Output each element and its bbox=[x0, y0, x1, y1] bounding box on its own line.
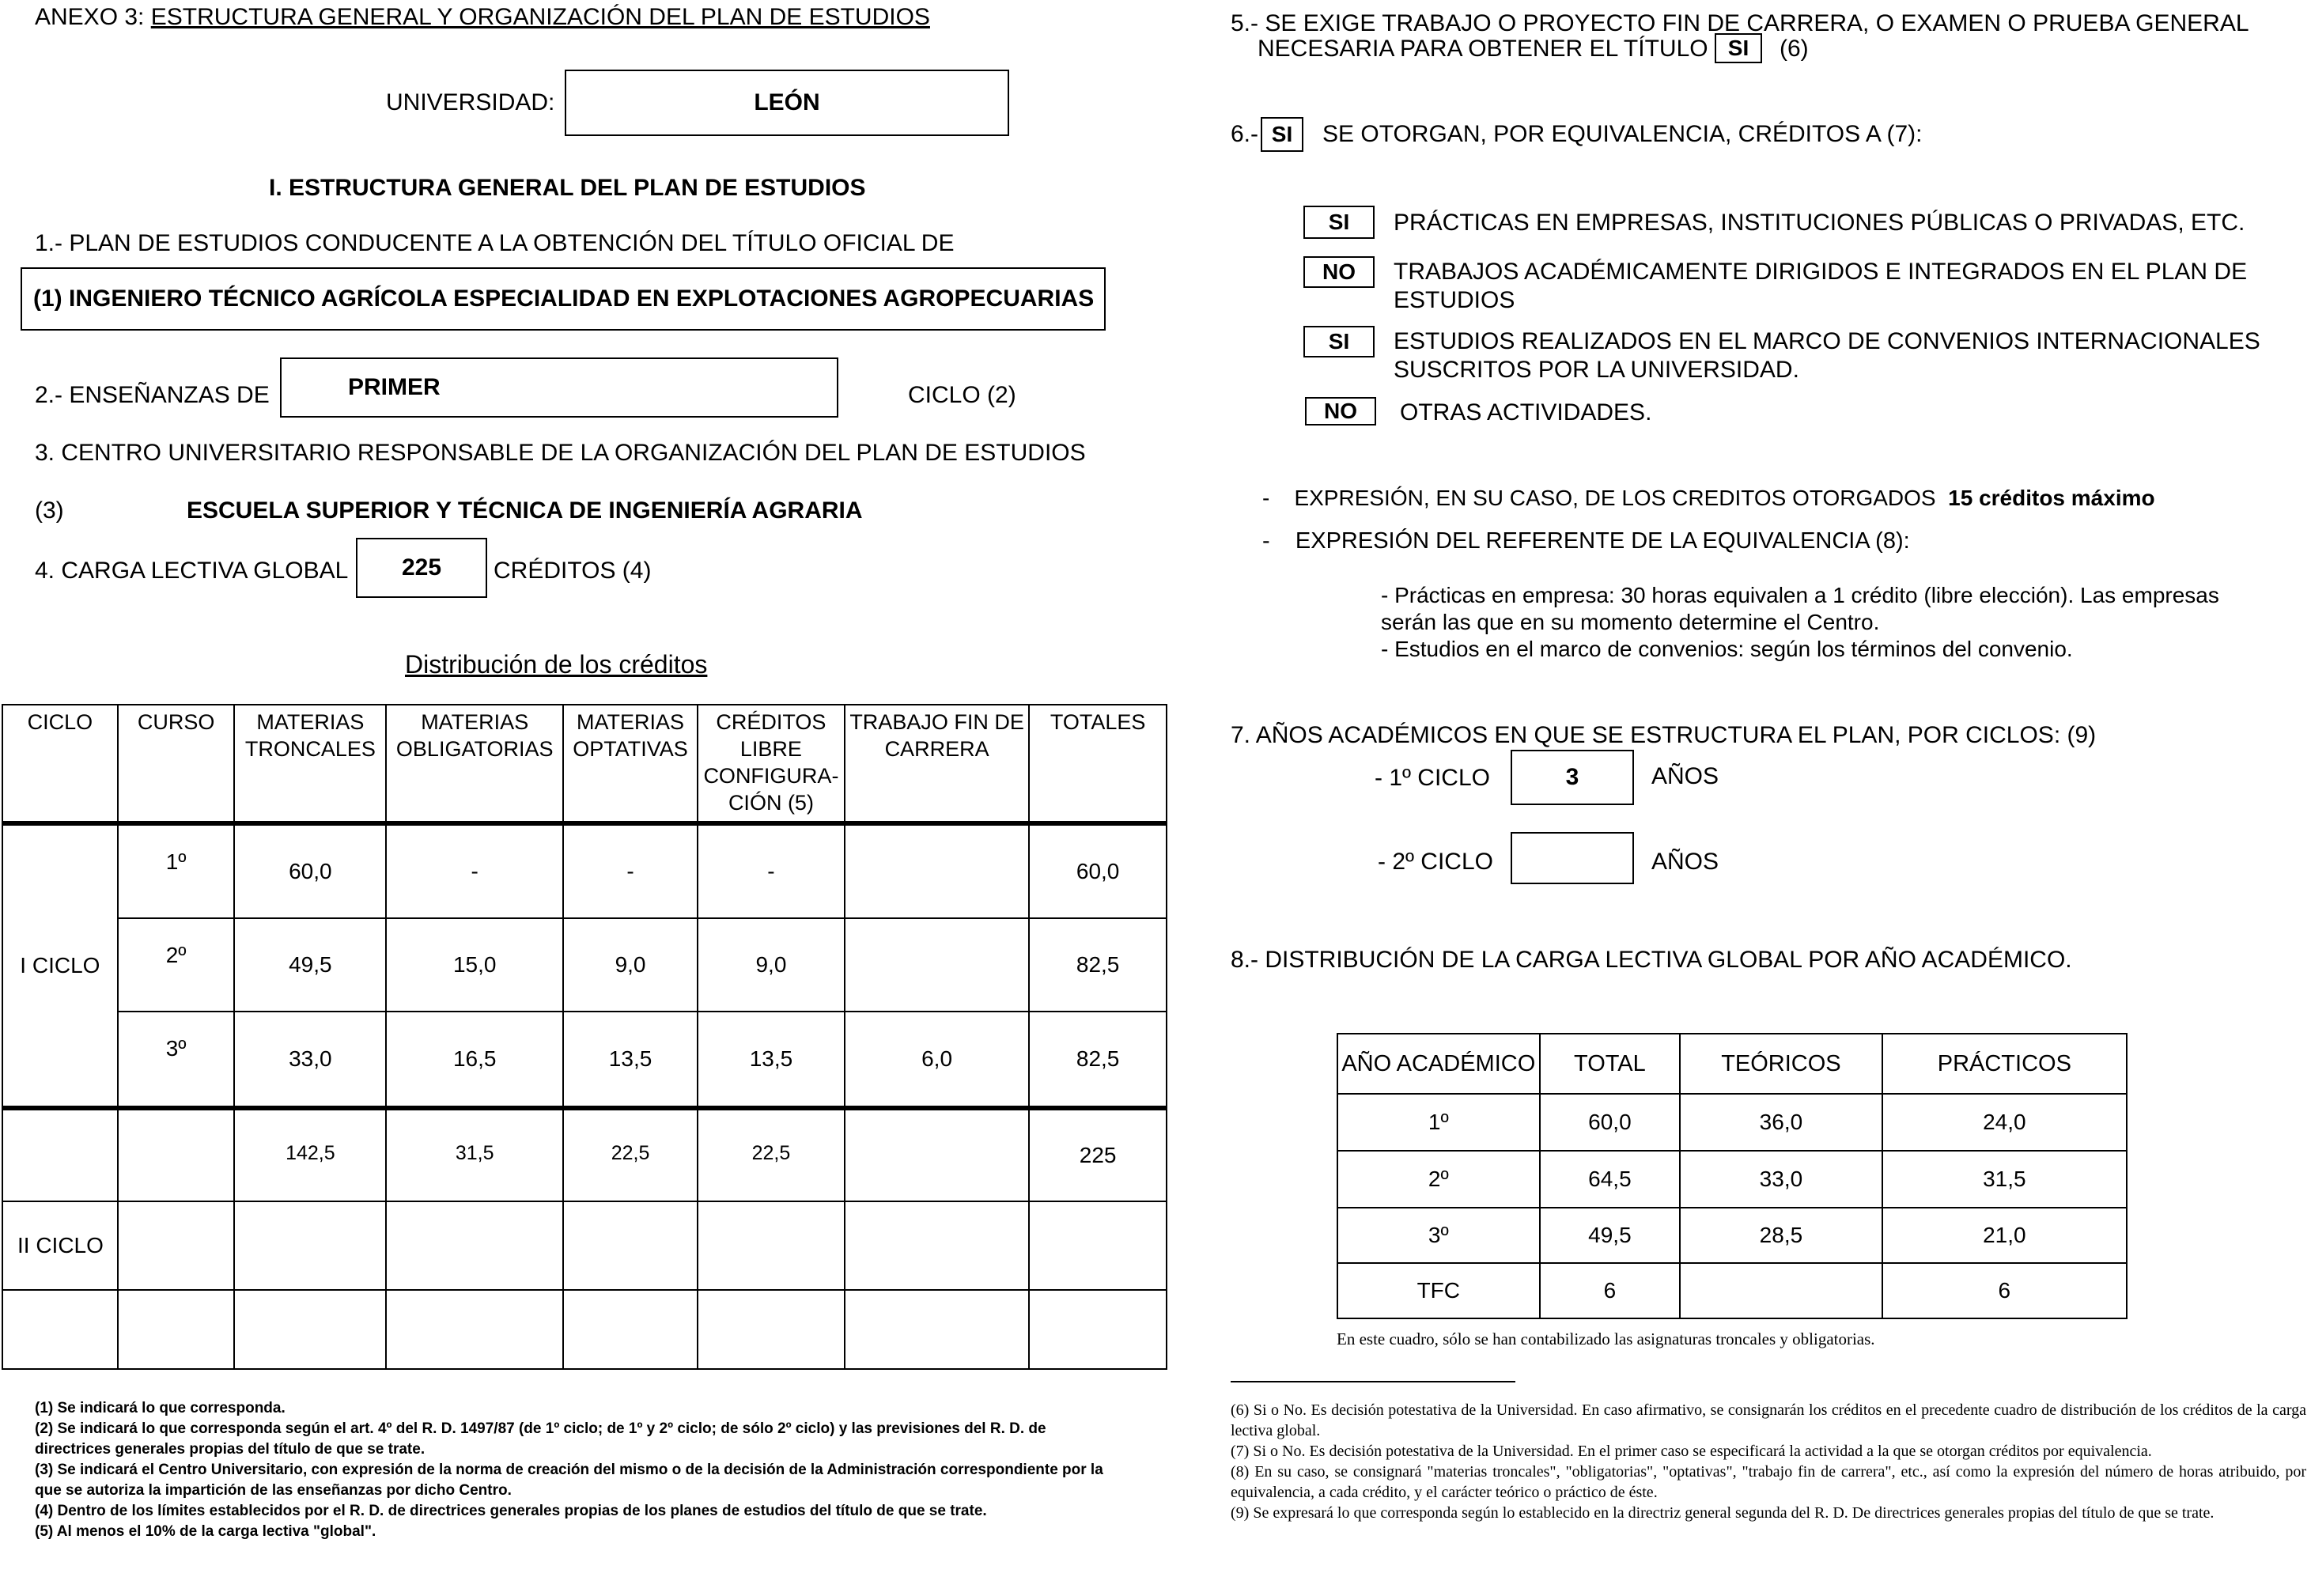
equiv-answer: NO bbox=[1322, 259, 1356, 284]
cell-optativas bbox=[563, 1201, 698, 1290]
cell-obligatorias-total: 31,5 bbox=[386, 1108, 563, 1201]
header-optativas: MATERIAS OPTATIVAS bbox=[563, 705, 698, 823]
footnote: (6) Si o No. Es decisión potestativa de la Universidad. En caso afirmativo, se consignarán los créditos en el precedente cuadro de distribución de los créditos de la carga lectiva global. bbox=[1231, 1401, 2306, 1439]
item6-label: SE OTORGAN, POR EQUIVALENCIA, CRÉDITOS A (7): bbox=[1322, 121, 1923, 147]
header-troncales: MATERIAS TRONCALES bbox=[234, 705, 386, 823]
table-row bbox=[2, 1201, 1167, 1290]
footnote: (7) Si o No. Es decisión potestativa de la Universidad. En el primer caso se especificará la actividad a la que se otorgan créditos por equivalencia. bbox=[1231, 1443, 2152, 1460]
expr2-line: - Prácticas en empresa: 30 horas equivalen a 1 crédito (libre elección). Las empresas bbox=[1381, 583, 2219, 607]
cell-tfc bbox=[845, 918, 1029, 1012]
item5-line2 bbox=[1258, 35, 1708, 63]
equiv-text: ESTUDIOS REALIZADOS EN EL MARCO DE CONVENIOS INTERNACIONALES SUSCRITOS POR LA UNIVERSIDAD. bbox=[1394, 328, 2260, 383]
cell-troncales bbox=[234, 1201, 386, 1290]
cycle-field bbox=[280, 357, 838, 418]
expr2-line: serán las que en su momento determine el Centro. bbox=[1381, 610, 1880, 634]
cell-curso bbox=[118, 1201, 235, 1290]
dist-header-row bbox=[2, 705, 1167, 823]
section-title: I. ESTRUCTURA GENERAL DEL PLAN DE ESTUDIOS bbox=[269, 175, 866, 201]
cell-teoricos: 33,0 bbox=[1680, 1151, 1882, 1208]
item6-prefix: 6.- bbox=[1231, 121, 1259, 147]
item5-answer-box bbox=[1715, 33, 1762, 63]
cell-curso: 2º bbox=[118, 918, 235, 1012]
expr1-value: 15 créditos máximo bbox=[1948, 486, 2155, 510]
header-curso: CURSO bbox=[118, 705, 235, 823]
university-field bbox=[565, 70, 1009, 136]
cell-grand-total: 225 bbox=[1029, 1108, 1167, 1201]
cell-totales: 82,5 bbox=[1029, 918, 1167, 1012]
credits-value: 225 bbox=[401, 554, 442, 581]
bullet: - bbox=[1262, 486, 1295, 510]
footnote: (5) Al menos el 10% de la carga lectiva "global". bbox=[35, 1523, 376, 1540]
item5-answer: SI bbox=[1727, 36, 1749, 60]
item2-suffix: CICLO (2) bbox=[908, 382, 1016, 408]
cell-libre bbox=[698, 1290, 845, 1369]
footnote: (4) Dentro de los límites establecidos por el R. D. de directrices generales propias de los planes de estudios del título de que se trate. bbox=[35, 1503, 987, 1519]
table-note: En este cuadro, sólo se han contabilizado las asignaturas troncales y obligatorias. bbox=[1337, 1329, 1875, 1348]
expr2-line: - Estudios en el marco de convenios: según los términos del convenio. bbox=[1381, 637, 2073, 661]
cell-teoricos bbox=[1680, 1263, 1882, 1318]
item7-label: 7. AÑOS ACADÉMICOS EN QUE SE ESTRUCTURA EL PLAN, POR CICLOS: (9) bbox=[1231, 722, 2097, 748]
cycle1-years-unit: AÑOS bbox=[1651, 763, 1719, 789]
table-row bbox=[2, 918, 1167, 1012]
cell-libre bbox=[698, 1201, 845, 1290]
cell-total: 49,5 bbox=[1540, 1208, 1681, 1263]
cell-practicos: 6 bbox=[1882, 1263, 2127, 1318]
equiv-text: PRÁCTICAS EN EMPRESAS, INSTITUCIONES PÚBLICAS O PRIVADAS, ETC. bbox=[1394, 210, 2245, 236]
cell-tfc: 6,0 bbox=[845, 1012, 1029, 1108]
equiv-answer: SI bbox=[1328, 329, 1350, 354]
cell-troncales bbox=[234, 1290, 386, 1369]
table-row bbox=[2, 1108, 1167, 1201]
left-footnotes bbox=[35, 1398, 1114, 1542]
cell-totales bbox=[1029, 1290, 1167, 1369]
item5-label: NECESARIA PARA OBTENER EL TÍTULO bbox=[1258, 36, 1708, 62]
cell-troncales: 60,0 bbox=[234, 823, 386, 918]
cell-libre: 9,0 bbox=[698, 918, 845, 1012]
cell-year: 3º bbox=[1337, 1208, 1540, 1263]
table-row bbox=[1337, 1263, 2127, 1318]
table-row bbox=[2, 823, 1167, 918]
cell-troncales-total: 142,5 bbox=[234, 1108, 386, 1201]
cell-ciclo bbox=[2, 1290, 118, 1369]
cell-optativas-total: 22,5 bbox=[563, 1108, 698, 1201]
cell-teoricos: 28,5 bbox=[1680, 1208, 1882, 1263]
header-total: TOTAL bbox=[1540, 1034, 1681, 1094]
equiv-answer-box bbox=[1305, 397, 1376, 425]
cycle1-label: - 1º CICLO bbox=[1375, 765, 1490, 791]
cell-year: 1º bbox=[1337, 1094, 1540, 1151]
header-tfc: TRABAJO FIN DE CARRERA bbox=[845, 705, 1029, 823]
item1-label: 1.- PLAN DE ESTUDIOS CONDUCENTE A LA OBTENCIÓN DEL TÍTULO OFICIAL DE bbox=[35, 230, 955, 256]
header-teoricos: TEÓRICOS bbox=[1680, 1034, 1882, 1094]
center-name: ESCUELA SUPERIOR Y TÉCNICA DE INGENIERÍA AGRARIA bbox=[187, 497, 863, 524]
table-row bbox=[2, 1290, 1167, 1369]
equiv-answer-box bbox=[1303, 206, 1375, 239]
cell-troncales: 49,5 bbox=[234, 918, 386, 1012]
cycle-value: PRIMER bbox=[348, 374, 441, 400]
cycle1-years-field bbox=[1511, 750, 1634, 805]
cell-obligatorias bbox=[386, 1290, 563, 1369]
expr2 bbox=[1262, 527, 1910, 555]
item6-answer: SI bbox=[1271, 122, 1293, 146]
annex-title: ESTRUCTURA GENERAL Y ORGANIZACIÓN DEL PLAN DE ESTUDIOS bbox=[150, 4, 930, 30]
annex-label: ANEXO 3: bbox=[35, 4, 145, 30]
cell-curso: 3º bbox=[118, 1012, 235, 1108]
equiv-answer: SI bbox=[1328, 210, 1350, 234]
bullet: - bbox=[1262, 528, 1295, 554]
header-year: AÑO ACADÉMICO bbox=[1337, 1034, 1540, 1094]
university-value: LEÓN bbox=[754, 89, 820, 115]
footnote-divider bbox=[1231, 1381, 1515, 1382]
item4-label: 4. CARGA LECTIVA GLOBAL bbox=[35, 558, 349, 584]
cycle2-label: - 2º CICLO bbox=[1378, 849, 1493, 875]
cell-year: 2º bbox=[1337, 1151, 1540, 1208]
table-row bbox=[1337, 1094, 2127, 1151]
header-libre: CRÉDITOS LIBRE CONFIGURA- CIÓN (5) bbox=[698, 705, 845, 823]
cell-troncales: 33,0 bbox=[234, 1012, 386, 1108]
item3-number: (3) bbox=[35, 497, 64, 524]
cycle1-years-value: 3 bbox=[1565, 764, 1579, 790]
expr2-details bbox=[1381, 582, 2219, 663]
cell-practicos: 21,0 bbox=[1882, 1208, 2127, 1263]
cell-tfc bbox=[845, 1201, 1029, 1290]
cell-curso: 1º bbox=[118, 823, 235, 918]
degree-title-field bbox=[21, 267, 1106, 331]
header-obligatorias: MATERIAS OBLIGATORIAS bbox=[386, 705, 563, 823]
cell-ciclo: I CICLO bbox=[2, 823, 118, 1108]
cell-obligatorias: 16,5 bbox=[386, 1012, 563, 1108]
credits-distribution-table bbox=[2, 704, 1167, 1370]
cell-ciclo bbox=[2, 1108, 118, 1201]
cell-optativas: - bbox=[563, 823, 698, 918]
cycle2-years-field bbox=[1511, 832, 1634, 884]
cell-totales: 82,5 bbox=[1029, 1012, 1167, 1108]
expr2-label: EXPRESIÓN DEL REFERENTE DE LA EQUIVALENCIA (8): bbox=[1295, 528, 1910, 554]
equiv-answer-box bbox=[1303, 326, 1375, 357]
annex-heading bbox=[35, 3, 930, 32]
item5-suffix: (6) bbox=[1780, 36, 1809, 62]
item8-label: 8.- DISTRIBUCIÓN DE LA CARGA LECTIVA GLOBAL POR AÑO ACADÉMICO. bbox=[1231, 947, 2072, 973]
cell-total: 60,0 bbox=[1540, 1094, 1681, 1151]
equiv-text: OTRAS ACTIVIDADES. bbox=[1400, 399, 1652, 425]
header-ciclo: CICLO bbox=[2, 705, 118, 823]
table-row bbox=[2, 1012, 1167, 1108]
cell-optativas: 13,5 bbox=[563, 1012, 698, 1108]
cell-tfc bbox=[845, 1290, 1029, 1369]
degree-title-value: (1) INGENIERO TÉCNICO AGRÍCOLA ESPECIALIDAD EN EXPLOTACIONES AGROPECUARIAS bbox=[33, 286, 1095, 312]
cell-totales bbox=[1029, 1201, 1167, 1290]
cell-libre: 13,5 bbox=[698, 1012, 845, 1108]
item2-label: 2.- ENSEÑANZAS DE bbox=[35, 382, 270, 408]
table-row bbox=[1337, 1208, 2127, 1263]
table-row bbox=[1337, 1151, 2127, 1208]
right-footnotes bbox=[1231, 1400, 2306, 1523]
expr1 bbox=[1262, 484, 2155, 512]
item6-answer-box bbox=[1261, 117, 1303, 152]
cell-totales: 60,0 bbox=[1029, 823, 1167, 918]
equiv-answer-box bbox=[1303, 256, 1375, 288]
cell-libre: - bbox=[698, 823, 845, 918]
university-label: UNIVERSIDAD: bbox=[386, 89, 555, 115]
year-distribution-table bbox=[1337, 1033, 2128, 1319]
item5-line1: 5.- SE EXIGE TRABAJO O PROYECTO FIN DE CARRERA, O EXAMEN O PRUEBA GENERAL bbox=[1231, 10, 2249, 36]
cell-practicos: 24,0 bbox=[1882, 1094, 2127, 1151]
cell-teoricos: 36,0 bbox=[1680, 1094, 1882, 1151]
credits-field bbox=[356, 538, 487, 598]
header-totales: TOTALES bbox=[1029, 705, 1167, 823]
cycle2-years-unit: AÑOS bbox=[1651, 849, 1719, 875]
cell-year: TFC bbox=[1337, 1263, 1540, 1318]
cell-libre-total: 22,5 bbox=[698, 1108, 845, 1201]
cell-tfc bbox=[845, 1108, 1029, 1201]
equiv-text: TRABAJOS ACADÉMICAMENTE DIRIGIDOS E INTEGRADOS EN EL PLAN DE ESTUDIOS bbox=[1394, 259, 2248, 313]
year-header-row bbox=[1337, 1034, 2127, 1094]
header-practicos: PRÁCTICOS bbox=[1882, 1034, 2127, 1094]
cell-optativas bbox=[563, 1290, 698, 1369]
cell-total: 6 bbox=[1540, 1263, 1681, 1318]
equiv-answer: NO bbox=[1324, 399, 1357, 423]
item3-label: 3. CENTRO UNIVERSITARIO RESPONSABLE DE LA ORGANIZACIÓN DEL PLAN DE ESTUDIOS bbox=[35, 440, 1086, 466]
expr1-label: EXPRESIÓN, EN SU CASO, DE LOS CREDITOS OTORGADOS bbox=[1294, 486, 1936, 510]
footnote: (8) En su caso, se consignará "materias troncales", "obligatorias", "optativas", "trabajo fin de carrera", etc., así como la expresión del número de horas atribuido, por equivalencia, a cada crédito, y el carácter teórico o práctico de éste. bbox=[1231, 1463, 2306, 1501]
cell-tfc bbox=[845, 823, 1029, 918]
cell-total: 64,5 bbox=[1540, 1151, 1681, 1208]
cell-obligatorias: 15,0 bbox=[386, 918, 563, 1012]
cell-obligatorias: - bbox=[386, 823, 563, 918]
cell-optativas: 9,0 bbox=[563, 918, 698, 1012]
cell-practicos: 31,5 bbox=[1882, 1151, 2127, 1208]
footnote: (9) Se expresará lo que corresponda según lo establecido en la directriz general segunda del R. D. De directrices generales propias del título de que se trate. bbox=[1231, 1504, 2215, 1522]
footnote: (1) Se indicará lo que corresponda. bbox=[35, 1400, 286, 1416]
cell-curso bbox=[118, 1290, 235, 1369]
distribution-title: Distribución de los créditos bbox=[405, 650, 708, 679]
cell-curso bbox=[118, 1108, 235, 1201]
footnote: (2) Se indicará lo que corresponda según el art. 4º del R. D. 1497/87 (de 1º ciclo; de 1º y 2º ciclo; de sólo 2º ciclo) y las previsiones del R. D. de directrices generales propias del título de que se trate. bbox=[35, 1420, 1046, 1458]
cell-obligatorias bbox=[386, 1201, 563, 1290]
cell-ciclo: II CICLO bbox=[2, 1201, 118, 1290]
footnote: (3) Se indicará el Centro Universitario, con expresión de la norma de creación del mismo o de la decisión de la Administración correspondiente por la que se autoriza la impartición de las enseñanzas por dicho Centro. bbox=[35, 1462, 1103, 1499]
item4-suffix: CRÉDITOS (4) bbox=[494, 558, 652, 584]
